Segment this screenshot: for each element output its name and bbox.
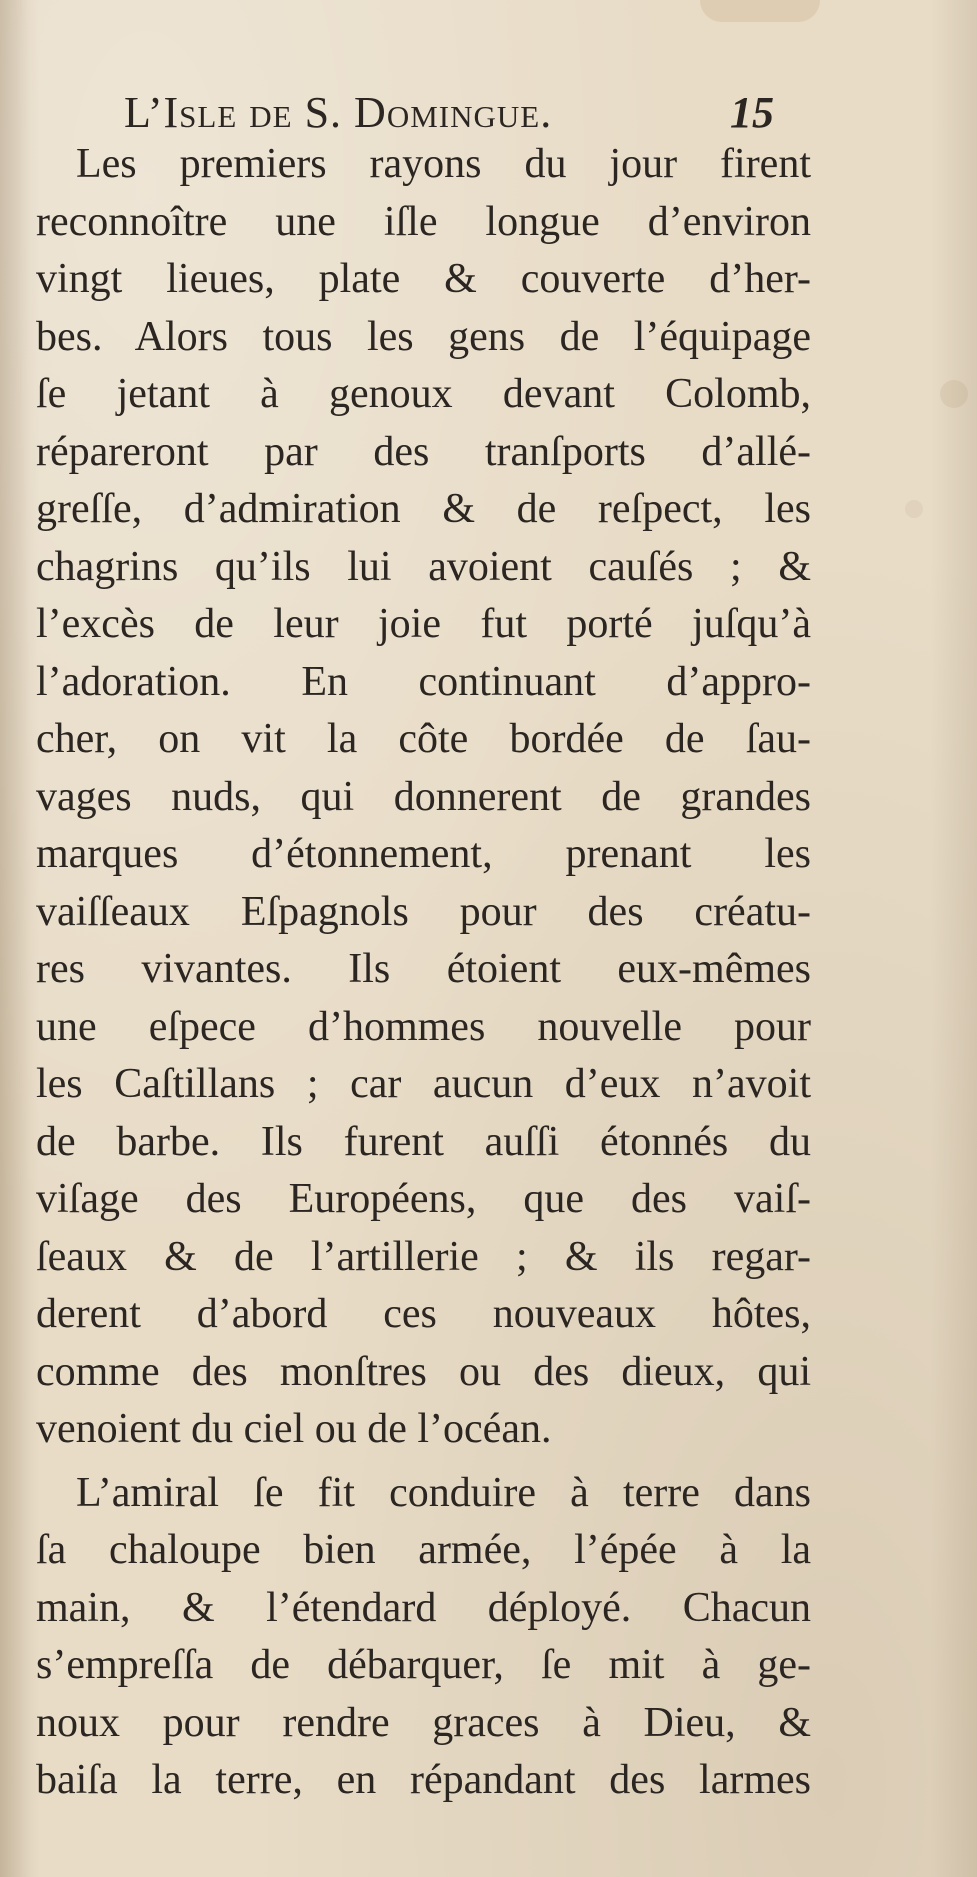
foxing-spot [940,380,968,408]
text-line: noux pour rendre graces à Dieu, & [36,1699,811,1746]
body-text [36,136,811,1810]
text-line: les Caſtillans ; car aucun d’eux n’avoit [36,1061,811,1107]
text-line: chagrins qu’ils lui avoient cauſés ; & [36,543,811,590]
paper-wear [700,0,820,22]
text-line: répareront par des tranſports d’allé- [36,428,811,475]
text-line: L’amiral ſe fit conduire à terre dans [76,1469,811,1516]
text-line: reconnoître une iſle longue d’environ [36,198,811,245]
text-line: vages nuds, qui donnerent de grandes [36,773,811,820]
text-line: vingt lieues, plate & couverte d’her- [36,256,811,302]
text-line: venoient du ciel ou de l’océan. [36,1406,552,1452]
text-line: baiſa la terre, en répandant des larmes [36,1757,811,1803]
text-line: ſeaux & de l’artillerie ; & ils regar- [36,1233,811,1280]
text-line: derent d’abord ces nouveaux hôtes, [36,1291,811,1337]
text-line: l’excès de leur joie fut porté juſqu’à [36,601,811,647]
text-line: viſage des Européens, que des vaiſ- [36,1176,811,1222]
text-line: greſſe, d’admiration & de reſpect, les [36,486,811,532]
text-line: de barbe. Ils furent auſſi étonnés du [36,1118,811,1165]
paragraph-1 [36,136,811,1459]
text-line: ſa chaloupe bien armée, l’épée à la [36,1527,811,1573]
foxing-spot [905,500,923,518]
gutter-shadow [0,0,30,1877]
text-line: marques d’étonnement, prenant les [36,831,811,877]
paragraph-2 [36,1465,811,1810]
running-title: L’Isle de S. Domingue. [124,88,553,137]
text-line: Les premiers rayons du jour firent [76,141,811,187]
text-line: comme des monſtres ou des dieux, qui [36,1348,811,1395]
text-line: cher, on vit la côte bordée de ſau- [36,716,811,762]
page-number: 15 [730,88,774,137]
text-line: main, & l’étendard déployé. Chacun [36,1584,811,1631]
running-head [124,84,804,142]
text-line: res vivantes. Ils étoient eux-mêmes [36,946,811,992]
text-line: bes. Alors tous les gens de l’équipage [36,313,811,360]
text-line: s’empreſſa de débarquer, ſe mit à ge- [36,1642,811,1688]
text-line: ſe jetant à genoux devant Colomb, [36,371,811,417]
text-line: vaiſſeaux Eſpagnols pour des créatu- [36,888,811,935]
text-line: une eſpece d’hommes nouvelle pour [36,1003,811,1050]
text-line: l’adoration. En continuant d’appro- [36,658,811,705]
